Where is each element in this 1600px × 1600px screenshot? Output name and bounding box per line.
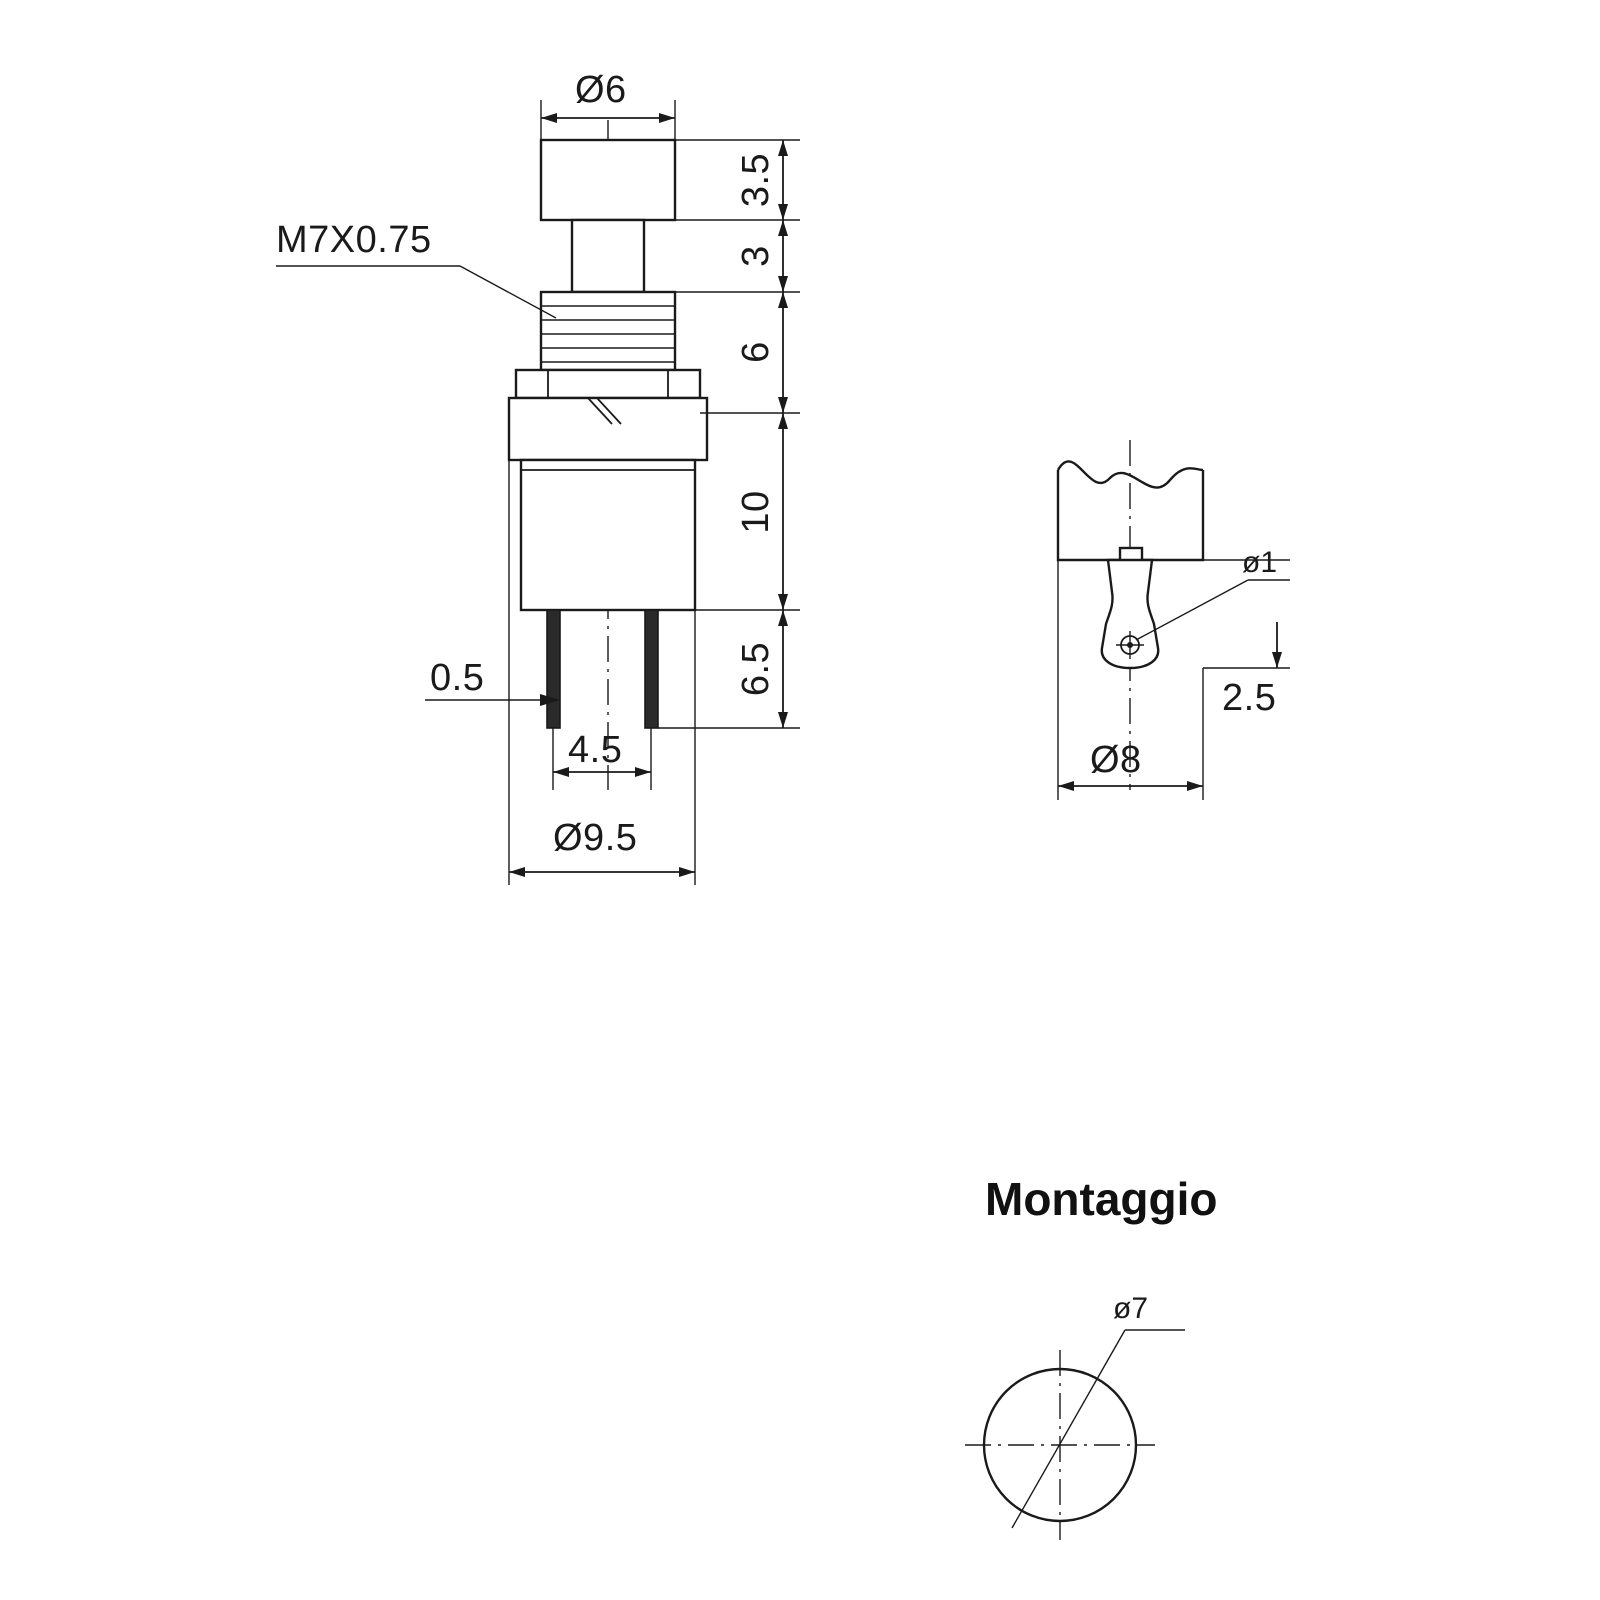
arrow [778,276,788,292]
mounting-hole-label: ø7 [1113,1292,1149,1325]
thread-callout [276,219,556,318]
arrow [778,292,788,308]
pin-thickness-label: 0.5 [430,657,485,699]
hex-nut [516,370,700,398]
threaded-bushing [541,292,675,370]
arrow [778,220,788,236]
mounting-leader [1012,1330,1125,1528]
side-diameter-label: Ø8 [1090,739,1142,781]
cap-diameter-label: Ø6 [575,69,627,111]
pin-pitch-label: 4.5 [568,729,623,771]
arrow [778,204,788,220]
arrow [679,867,695,877]
plunger-cap [541,140,675,220]
thread-label: M7X0.75 [276,219,432,261]
arrow [659,113,675,123]
body-diameter-label: Ø9.5 [553,817,638,859]
arrow [541,113,557,123]
arrow [778,712,788,728]
arrow [1272,652,1282,668]
arrow [1187,781,1203,791]
thread-length-label: 6 [735,341,777,363]
arrow [778,413,788,429]
terminal-pin-left [547,610,560,728]
terminal-pin-right [645,610,658,728]
arrow [553,767,569,777]
arrow [509,867,525,877]
side-depth-dimension [1203,560,1290,719]
switch-body [521,460,695,610]
front-view [276,69,800,885]
pin-length-label: 6.5 [735,641,777,697]
cap-height-label: 3.5 [735,152,777,208]
plunger-stem [572,220,644,292]
mounting-hole-callout [1012,1292,1185,1528]
hole-leader [1136,580,1248,640]
body-height-label: 10 [735,490,777,534]
arrow [778,397,788,413]
body-flange [509,398,707,460]
side-depth-label: 2.5 [1222,677,1277,719]
hole-diameter-label: ø1 [1242,546,1278,579]
mounting-title: Montaggio [985,1173,1218,1225]
arrow [1058,781,1074,791]
arrow [778,140,788,156]
pin-thickness-dimension [425,657,560,706]
pin-pitch-dimension [553,728,651,790]
side-section-view [1058,440,1290,800]
mounting-section [965,1173,1218,1540]
arrow [778,594,788,610]
stem-height-label: 3 [735,245,777,267]
arrow [778,610,788,626]
arrow [635,767,651,777]
